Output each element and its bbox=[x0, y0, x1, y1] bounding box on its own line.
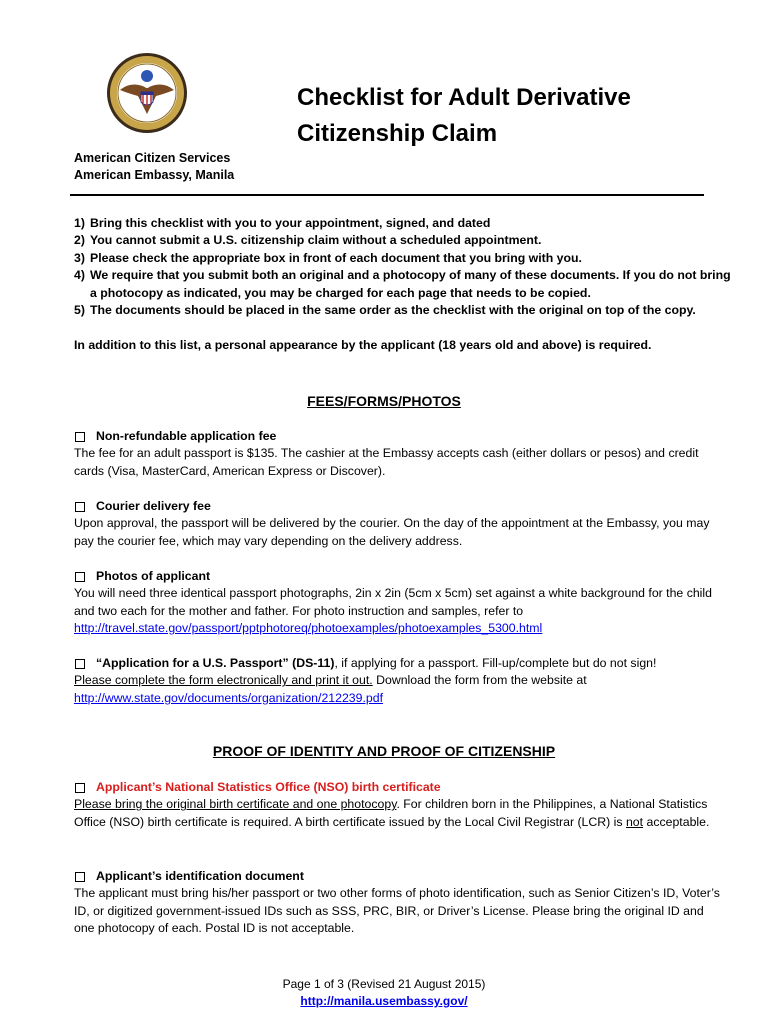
checklist-item-ds11: “Application for a U.S. Passport” (DS-11), if applying for a passport. Fill-up/complete but do not sign! Please complete the form electronically and print it out. Download the form from the website at http://www.state.gov/documents/organization/212239.pdf bbox=[74, 656, 657, 705]
photo-examples-link[interactable]: http://travel.state.gov/passport/pptphotoreq/photoexamples/photoexamples_5300.html bbox=[74, 621, 543, 636]
appearance-note: In addition to this list, a personal appearance by the applicant (18 years old and above) is required. bbox=[74, 338, 652, 352]
office-name bbox=[74, 150, 234, 184]
checklist-item-identification-document: Applicant’s identification document The applicant must bring his/her passport or two other forms of photo identification, such as Senior Citizen’s ID, Voter’s ID, or digitized government-issued IDs such as SSS, PRC, BIR, or Driver’s License. Please bring the original ID and one photocopy of each. Postal ID is not acceptable. bbox=[74, 869, 720, 936]
checkbox[interactable] bbox=[75, 572, 85, 582]
section-heading-identity: PROOF OF IDENTITY AND PROOF OF CITIZENSHIP bbox=[212, 743, 556, 759]
instruction-item: 2) You cannot submit a U.S. citizenship claim without a scheduled appointment. bbox=[74, 233, 542, 248]
instruction-item: 1) Bring this checklist with you to your appointment, signed, and dated bbox=[74, 216, 491, 230]
embassy-website-link[interactable]: http://manila.usembassy.gov/ bbox=[300, 994, 468, 1008]
page-footer bbox=[0, 976, 768, 1010]
office-line-2: American Embassy, Manila bbox=[74, 168, 235, 182]
ds11-form-link[interactable]: http://www.state.gov/documents/organization/212239.pdf bbox=[74, 690, 383, 705]
document-title bbox=[297, 80, 737, 152]
checklist-item-nso-birth-certificate: Applicant’s National Statistics Office (NSO) birth certificate Please bring the original birth certificate and one photocopy. For children born in the Philippines, a National Statistics Office (NSO) birth certificate is required. A birth certificate issued by the Local Civil Registrar (LCR) is not acceptable. bbox=[74, 780, 710, 829]
title-line-1: Checklist for Adult Derivative bbox=[297, 84, 631, 111]
header-divider bbox=[70, 194, 704, 196]
instruction-item: 4) We require that you submit both an original and a photocopy of many of these documents. If you do not bring a photocopy as indicated, you may be charged for each page that needs to be copied. bbox=[74, 268, 731, 300]
checkbox[interactable] bbox=[75, 659, 85, 669]
office-line-1: American Citizen Services bbox=[74, 151, 231, 165]
page-number: Page 1 of 3 (Revised 21 August 2015) bbox=[282, 977, 486, 991]
checkbox[interactable] bbox=[75, 432, 85, 442]
instruction-item: 3) Please check the appropriate box in front of each document that you bring with you. bbox=[74, 250, 582, 265]
checkbox[interactable] bbox=[75, 872, 85, 882]
department-of-state-seal-icon bbox=[106, 52, 188, 134]
instruction-item: 5) The documents should be placed in the same order as the checklist with the original on top of the copy. bbox=[74, 303, 696, 318]
checklist-item-application-fee: Non-refundable application fee The fee for an adult passport is $135. The cashier at the Embassy accepts cash (either dollars or pesos) and credit cards (Visa, MasterCard, American Express or Discover). bbox=[74, 429, 699, 478]
title-line-2: Citizenship Claim bbox=[297, 120, 498, 147]
instructions-list bbox=[74, 215, 734, 319]
checkbox[interactable] bbox=[75, 783, 85, 793]
section-heading-fees: FEES/FORMS/PHOTOS bbox=[307, 393, 461, 409]
checklist-item-photos: Photos of applicant You will need three identical passport photographs, 2in x 2in (5cm x 5cm) set against a white background for the child and two each for the mother and father. For photo instruction and samples, refer to http://travel.state.gov/passport/pptphotoreq/photoexamples/photoexamples_5300.html bbox=[74, 569, 712, 636]
checkbox[interactable] bbox=[75, 502, 85, 512]
checklist-item-courier-fee: Courier delivery fee Upon approval, the passport will be delivered by the courier. On the day of the appointment at the Embassy, you may pay the courier fee, which may vary depending on the delivery address. bbox=[74, 499, 710, 548]
